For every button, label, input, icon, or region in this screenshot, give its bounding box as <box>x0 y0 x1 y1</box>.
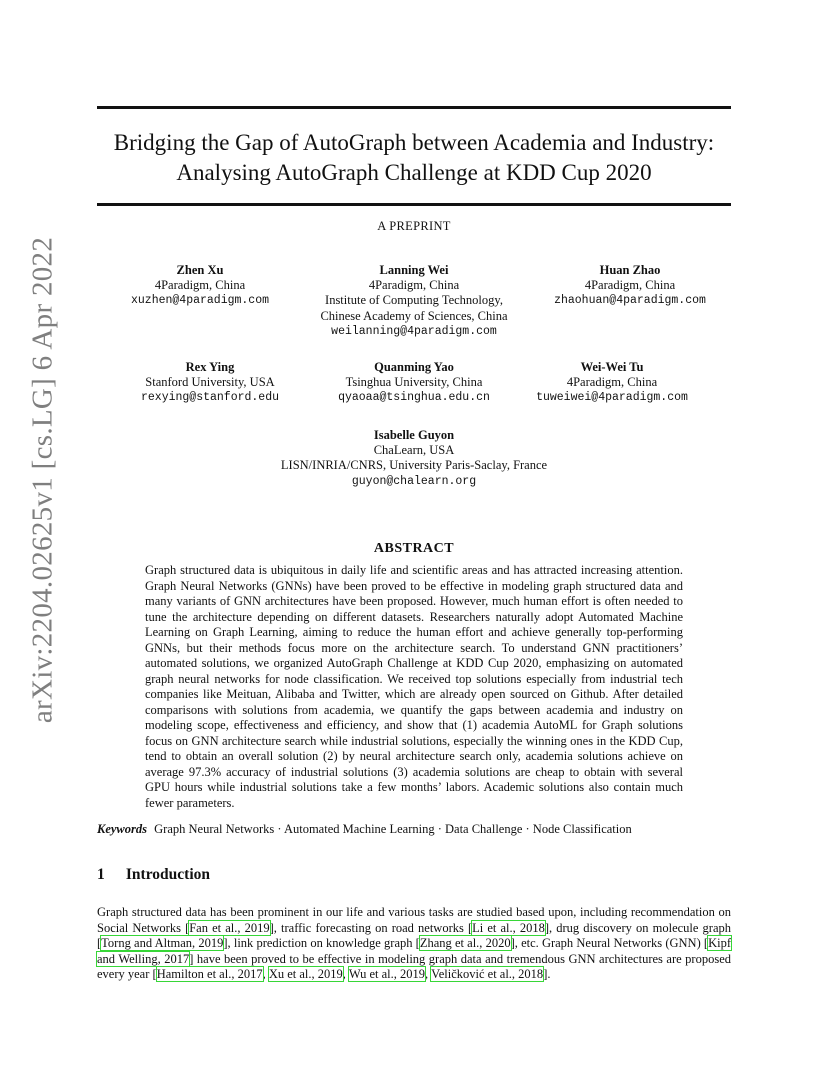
section-heading <box>97 866 210 884</box>
author-affiliation: 4Paradigm, China <box>566 375 658 390</box>
intro-text: ] have been proved to be effective in modeling graph data and tremendous GNN architectures are proposed every year [ <box>97 951 731 981</box>
author-block <box>502 360 722 406</box>
intro-text: ], traffic forecasting on road networks [ <box>269 920 473 935</box>
author-affiliation: Institute of Computing Technology, <box>325 293 503 308</box>
author-email[interactable]: rexying@stanford.edu <box>140 391 280 405</box>
citation-link[interactable]: Veličković et al., 2018 <box>431 967 544 981</box>
author-email[interactable]: guyon@chalearn.org <box>351 474 477 488</box>
title-bottom-rule <box>97 203 731 206</box>
citation-link[interactable]: Li et al., 2018 <box>472 920 545 935</box>
keywords-label: Keywords <box>97 822 147 836</box>
title-top-rule <box>97 106 731 109</box>
keywords-line <box>97 822 731 837</box>
author-block <box>294 360 534 406</box>
author-affiliation: Chinese Academy of Sciences, China <box>320 308 508 323</box>
paper-title <box>97 128 731 188</box>
section-number: 1 <box>97 866 105 883</box>
citation-link[interactable]: Hamilton et al., 2017 <box>156 967 263 981</box>
author-affiliation: 4Paradigm, China <box>584 278 676 293</box>
author-block <box>520 263 740 309</box>
author-name: Quanming Yao <box>374 360 454 374</box>
intro-text: ], link prediction on knowledge graph [ <box>223 936 420 950</box>
title-line-2: Analysing AutoGraph Challenge at KDD Cup 2020 <box>176 160 652 185</box>
intro-text: ], etc. Graph Neural Networks (GNN) [ <box>510 936 709 950</box>
intro-paragraph <box>97 905 731 983</box>
citation-link[interactable]: Torng and Altman, 2019 <box>101 936 224 950</box>
intro-text: ]. <box>543 967 551 981</box>
author-name: Rex Ying <box>185 360 235 374</box>
citation-link[interactable]: Kipf and Welling, 2017 <box>97 936 732 966</box>
author-block <box>100 263 300 309</box>
citation-link[interactable]: Zhang et al., 2020 <box>419 936 511 950</box>
intro-text: , <box>425 967 432 981</box>
author-affiliation: 4Paradigm, China <box>154 278 246 293</box>
intro-text: , <box>342 967 349 981</box>
abstract-text: Graph structured data is ubiquitous in daily life and scientific areas and has attracted increasing attention. Graph Neural Networks (GNNs) have been proved to be effective in modeling graph structured data and many variants of GNN architectures have been proposed. However, much human effort is often needed to tune the architecture depending on different datasets. Researchers naturally adopt Automated Machine Learning on Graph Learning, aiming to reduce the human effort and achieve generally top-performing GNNs, but their methods focus more on the architecture search. To understand GNN practitioners’ automated solutions, we organized AutoGraph Challenge at KDD Cup 2020, emphasizing on automated graph neural networks for node classification. We received top solutions especially from industrial tech companies like Meituan, Alibaba and Twitter, which are already open sourced on Github. After detailed comparisons with solutions from academia, we quantify the gaps between academia and industry on modeling scope, effectiveness and efficiency, and show that (1) academia AutoML for Graph solutions focus on GNN architecture search while industrial solutions, especially the winning ones in the KDD Cup, tend to obtain an overall solution (2) by neural architecture search only, academia solutions achieve on average 97.3% accuracy of industrial solutions (3) academia solutions are cheap to obtain with several GPU hours while industrial solutions take a few months’ labors. Academic solutions also contain much fewer parameters. <box>145 563 683 810</box>
author-name: Wei-Wei Tu <box>580 360 644 374</box>
author-affiliation: ChaLearn, USA <box>373 443 455 458</box>
author-name: Isabelle Guyon <box>373 428 455 442</box>
author-email[interactable]: tuweiwei@4paradigm.com <box>536 391 688 405</box>
author-block <box>100 360 320 406</box>
author-name: Zhen Xu <box>176 263 224 277</box>
citation-link[interactable]: Fan et al., 2019 <box>189 920 270 935</box>
author-affiliation: Stanford University, USA <box>145 375 275 390</box>
preprint-label: A PREPRINT <box>377 219 451 233</box>
author-name: Lanning Wei <box>379 263 449 277</box>
intro-text: Graph structured data has been prominent in our life and various tasks are studied based upon, including recommendation on Social Networks [ <box>97 905 731 935</box>
keywords-text: Graph Neural Networks · Automated Machine Learning · Data Challenge · Node Classification <box>154 822 632 836</box>
abstract-heading: ABSTRACT <box>373 541 455 556</box>
intro-text: ], drug discovery on molecule graph [ <box>97 920 732 950</box>
author-affiliation: LISN/INRIA/CNRS, University Paris-Saclay, France <box>280 458 548 473</box>
author-email[interactable]: qyaoaa@tsinghua.edu.cn <box>338 391 490 405</box>
section-title: Introduction <box>125 866 210 883</box>
author-affiliation: 4Paradigm, China <box>368 278 460 293</box>
citation-link[interactable]: Xu et al., 2019 <box>268 967 343 981</box>
intro-text: , <box>262 967 269 981</box>
title-line-1: Bridging the Gap of AutoGraph between Academia and Industry: <box>113 130 715 155</box>
author-name: Huan Zhao <box>599 263 661 277</box>
author-email[interactable]: zhaohuan@4paradigm.com <box>554 294 706 308</box>
citation-link[interactable]: Wu et al., 2019 <box>348 967 426 981</box>
author-block <box>294 263 534 339</box>
author-affiliation: Tsinghua University, China <box>345 375 483 390</box>
author-email[interactable]: xuzhen@4paradigm.com <box>130 294 270 308</box>
author-email[interactable]: weilanning@4paradigm.com <box>331 324 497 338</box>
arxiv-identifier: arXiv:2204.02625v1 [cs.LG] 6 Apr 2022 <box>26 236 59 724</box>
author-block <box>214 428 614 489</box>
